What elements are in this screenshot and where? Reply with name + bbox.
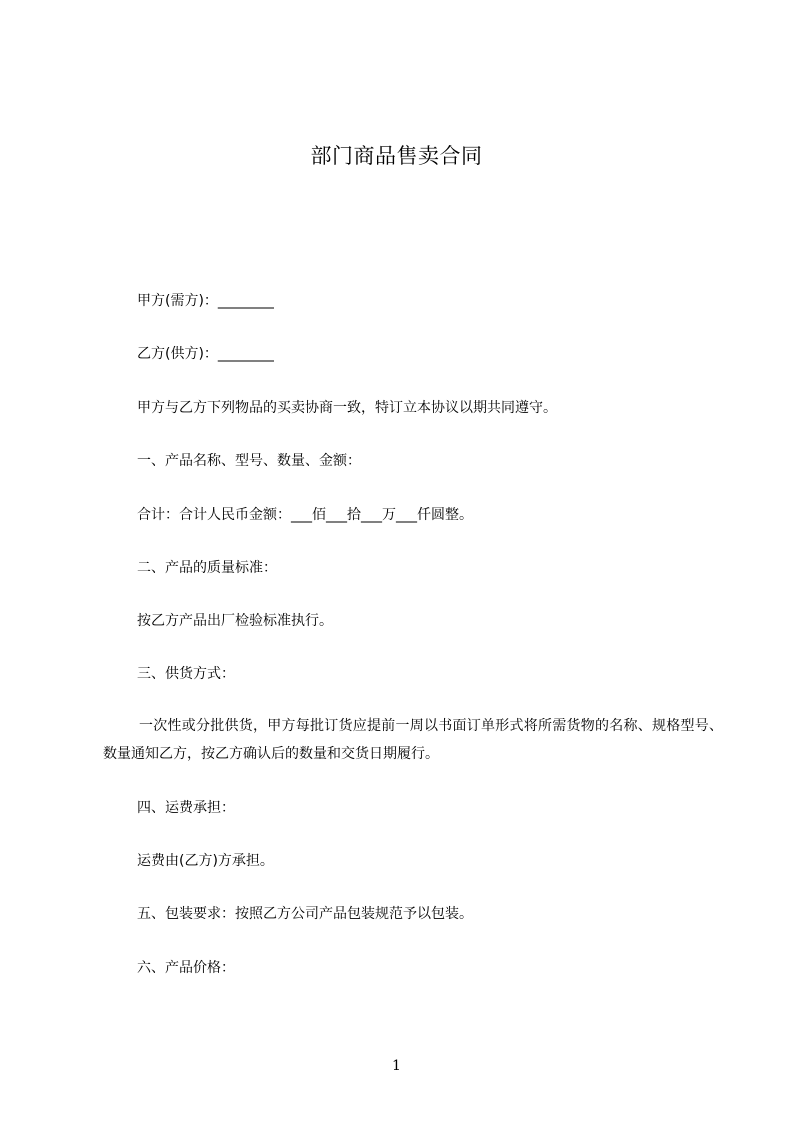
page-number: 1	[392, 1058, 401, 1074]
section-2-heading: 二、产品的质量标准：	[137, 560, 277, 576]
supply-method-paragraph: 一次性或分批供货，甲方每批订货应提前一周以书面订单形式将所需货物的名称、规格型号、数量通知乙方，按乙方确认后的数量和交货日期履行。	[103, 718, 723, 762]
intro-paragraph: 甲方与乙方下列物品的买卖协商一致，特订立本协议以期共同遵守。	[137, 400, 557, 416]
total-amount-line: 合计：合计人民币金额：___佰___拾___万___仟圆整。	[137, 507, 473, 523]
party-a-line: 甲方(需方)：________	[137, 293, 274, 309]
section-4-heading: 四、运费承担：	[137, 800, 235, 816]
quality-standard-text: 按乙方产品出厂检验标准执行。	[137, 613, 333, 629]
party-b-line: 乙方(供方)：________	[137, 346, 274, 362]
document-title: 部门商品售卖合同	[310, 144, 483, 168]
freight-text: 运费由(乙方)方承担。	[137, 853, 274, 869]
section-5-packaging: 五、包装要求：按照乙方公司产品包装规范予以包装。	[137, 906, 473, 922]
section-6-heading: 六、产品价格：	[137, 960, 235, 976]
section-3-heading: 三、供货方式：	[137, 666, 235, 682]
section-1-heading: 一、产品名称、型号、数量、金额：	[137, 453, 361, 469]
